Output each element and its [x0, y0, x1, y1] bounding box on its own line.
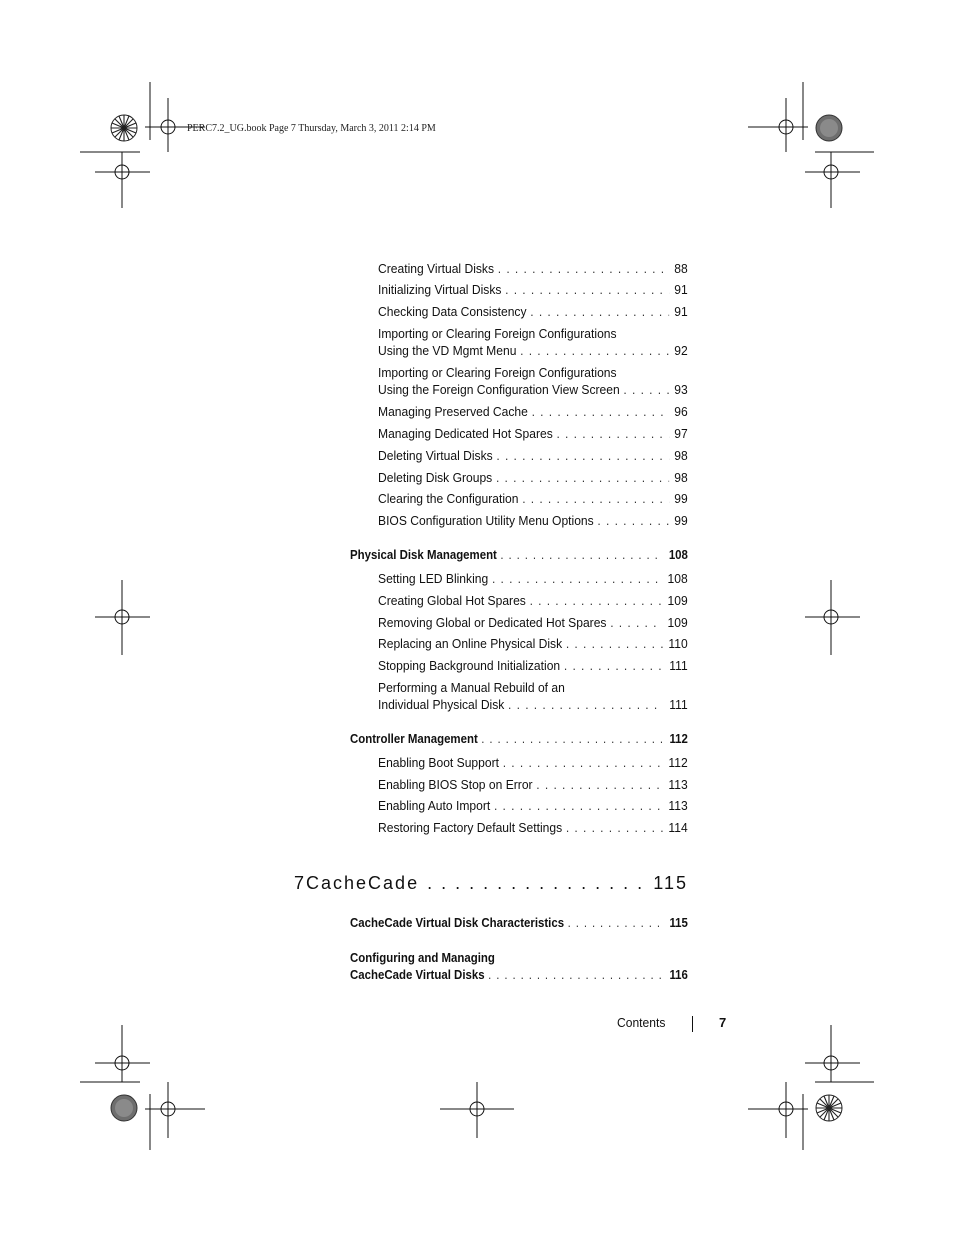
page-number: 116 [669, 967, 688, 982]
toc-entry[interactable]: Checking Data Consistency . . . 91 [378, 303, 688, 320]
page-number: 99 [674, 513, 688, 528]
toc-entry[interactable]: Setting LED Blinking . . . 108 [378, 570, 688, 587]
toc-entry[interactable]: Performing a Manual Rebuild of an Individual Physical Disk . . . 111 [378, 679, 688, 713]
page-number: 108 [668, 547, 688, 562]
toc-entry[interactable]: Creating Global Hot Spares . . . 109 [378, 592, 688, 609]
page-number: 109 [667, 615, 688, 630]
toc-section-physical-disk-management[interactable]: Physical Disk Management . . . 108 [350, 546, 688, 563]
toc-entry[interactable]: Removing Global or Dedicated Hot Spares . . . 109 [378, 614, 688, 631]
page-number: 113 [668, 798, 688, 813]
toc-entry[interactable]: Clearing the Configuration . . . 99 [378, 490, 688, 507]
toc-entry[interactable]: Replacing an Online Physical Disk . . . 110 [378, 635, 688, 652]
page-number: 110 [668, 636, 688, 651]
page-number: 92 [674, 343, 688, 358]
toc-entry[interactable]: Initializing Virtual Disks . . . 91 [378, 281, 688, 298]
page-number: 108 [667, 571, 688, 586]
toc-entry[interactable]: Deleting Virtual Disks . . . 98 [378, 447, 688, 464]
toc-chapter-cachecade[interactable] [294, 873, 688, 894]
toc-entry[interactable]: Managing Dedicated Hot Spares . . . 97 [378, 425, 688, 442]
chapter-number: 7 [294, 873, 307, 893]
toc-section-controller-management[interactable]: Controller Management . . . 112 [350, 730, 688, 747]
page-number: 111 [669, 658, 688, 673]
page-number: 91 [674, 282, 688, 297]
page-number: 114 [668, 820, 688, 835]
page-number: 109 [667, 593, 688, 608]
footer-page-number: 7 [719, 1015, 727, 1030]
page-number: 93 [674, 382, 688, 397]
page-number: 96 [674, 404, 688, 419]
toc-entry[interactable]: Restoring Factory Default Settings . . . 114 [378, 819, 688, 836]
toc-entry[interactable]: Enabling BIOS Stop on Error . . . 113 [378, 776, 688, 793]
page-number: 112 [669, 731, 688, 746]
page-number: 115 [653, 873, 688, 893]
toc-entry[interactable]: Creating Virtual Disks . . . 88 [378, 260, 688, 277]
page-number: 111 [669, 697, 688, 712]
toc-entry[interactable]: Importing or Clearing Foreign Configurations Using the VD Mgmt Menu . . . 92 [378, 325, 688, 359]
toc-entry[interactable]: BIOS Configuration Utility Menu Options . . . 99 [378, 512, 688, 529]
toc-entry[interactable]: Enabling Boot Support . . . 112 [378, 754, 688, 771]
toc-entry[interactable]: Stopping Background Initialization . . . 111 [378, 657, 688, 674]
toc-entry[interactable]: Enabling Auto Import . . . 113 [378, 797, 688, 814]
page-number: 98 [674, 470, 688, 485]
page-number: 91 [674, 304, 688, 319]
toc-section-cachecade-characteristics[interactable]: CacheCade Virtual Disk Characteristics . . . 115 [350, 914, 688, 931]
print-header: PERC7.2_UG.book Page 7 Thursday, March 3, 2011 2:14 PM [187, 123, 436, 134]
page-number: 99 [674, 491, 688, 506]
page-number: 115 [669, 915, 688, 930]
chapter-title: CacheCade [306, 873, 420, 893]
toc-entry[interactable]: Managing Preserved Cache . . . 96 [378, 403, 688, 420]
toc-entry[interactable]: Deleting Disk Groups . . . 98 [378, 469, 688, 486]
toc-section-configuring-cachecade[interactable]: Configuring and Managing CacheCade Virtual Disks . . . 116 [350, 949, 688, 983]
page-number: 113 [668, 777, 688, 792]
page-number: 98 [674, 448, 688, 463]
page-number: 97 [674, 426, 688, 441]
toc-entry[interactable]: Importing or Clearing Foreign Configurations Using the Foreign Configuration View Screen . . . 93 [378, 364, 688, 398]
footer-divider [692, 1016, 693, 1032]
page-number: 88 [674, 261, 688, 276]
footer-label: Contents [617, 1015, 666, 1030]
page-number: 112 [668, 755, 688, 770]
